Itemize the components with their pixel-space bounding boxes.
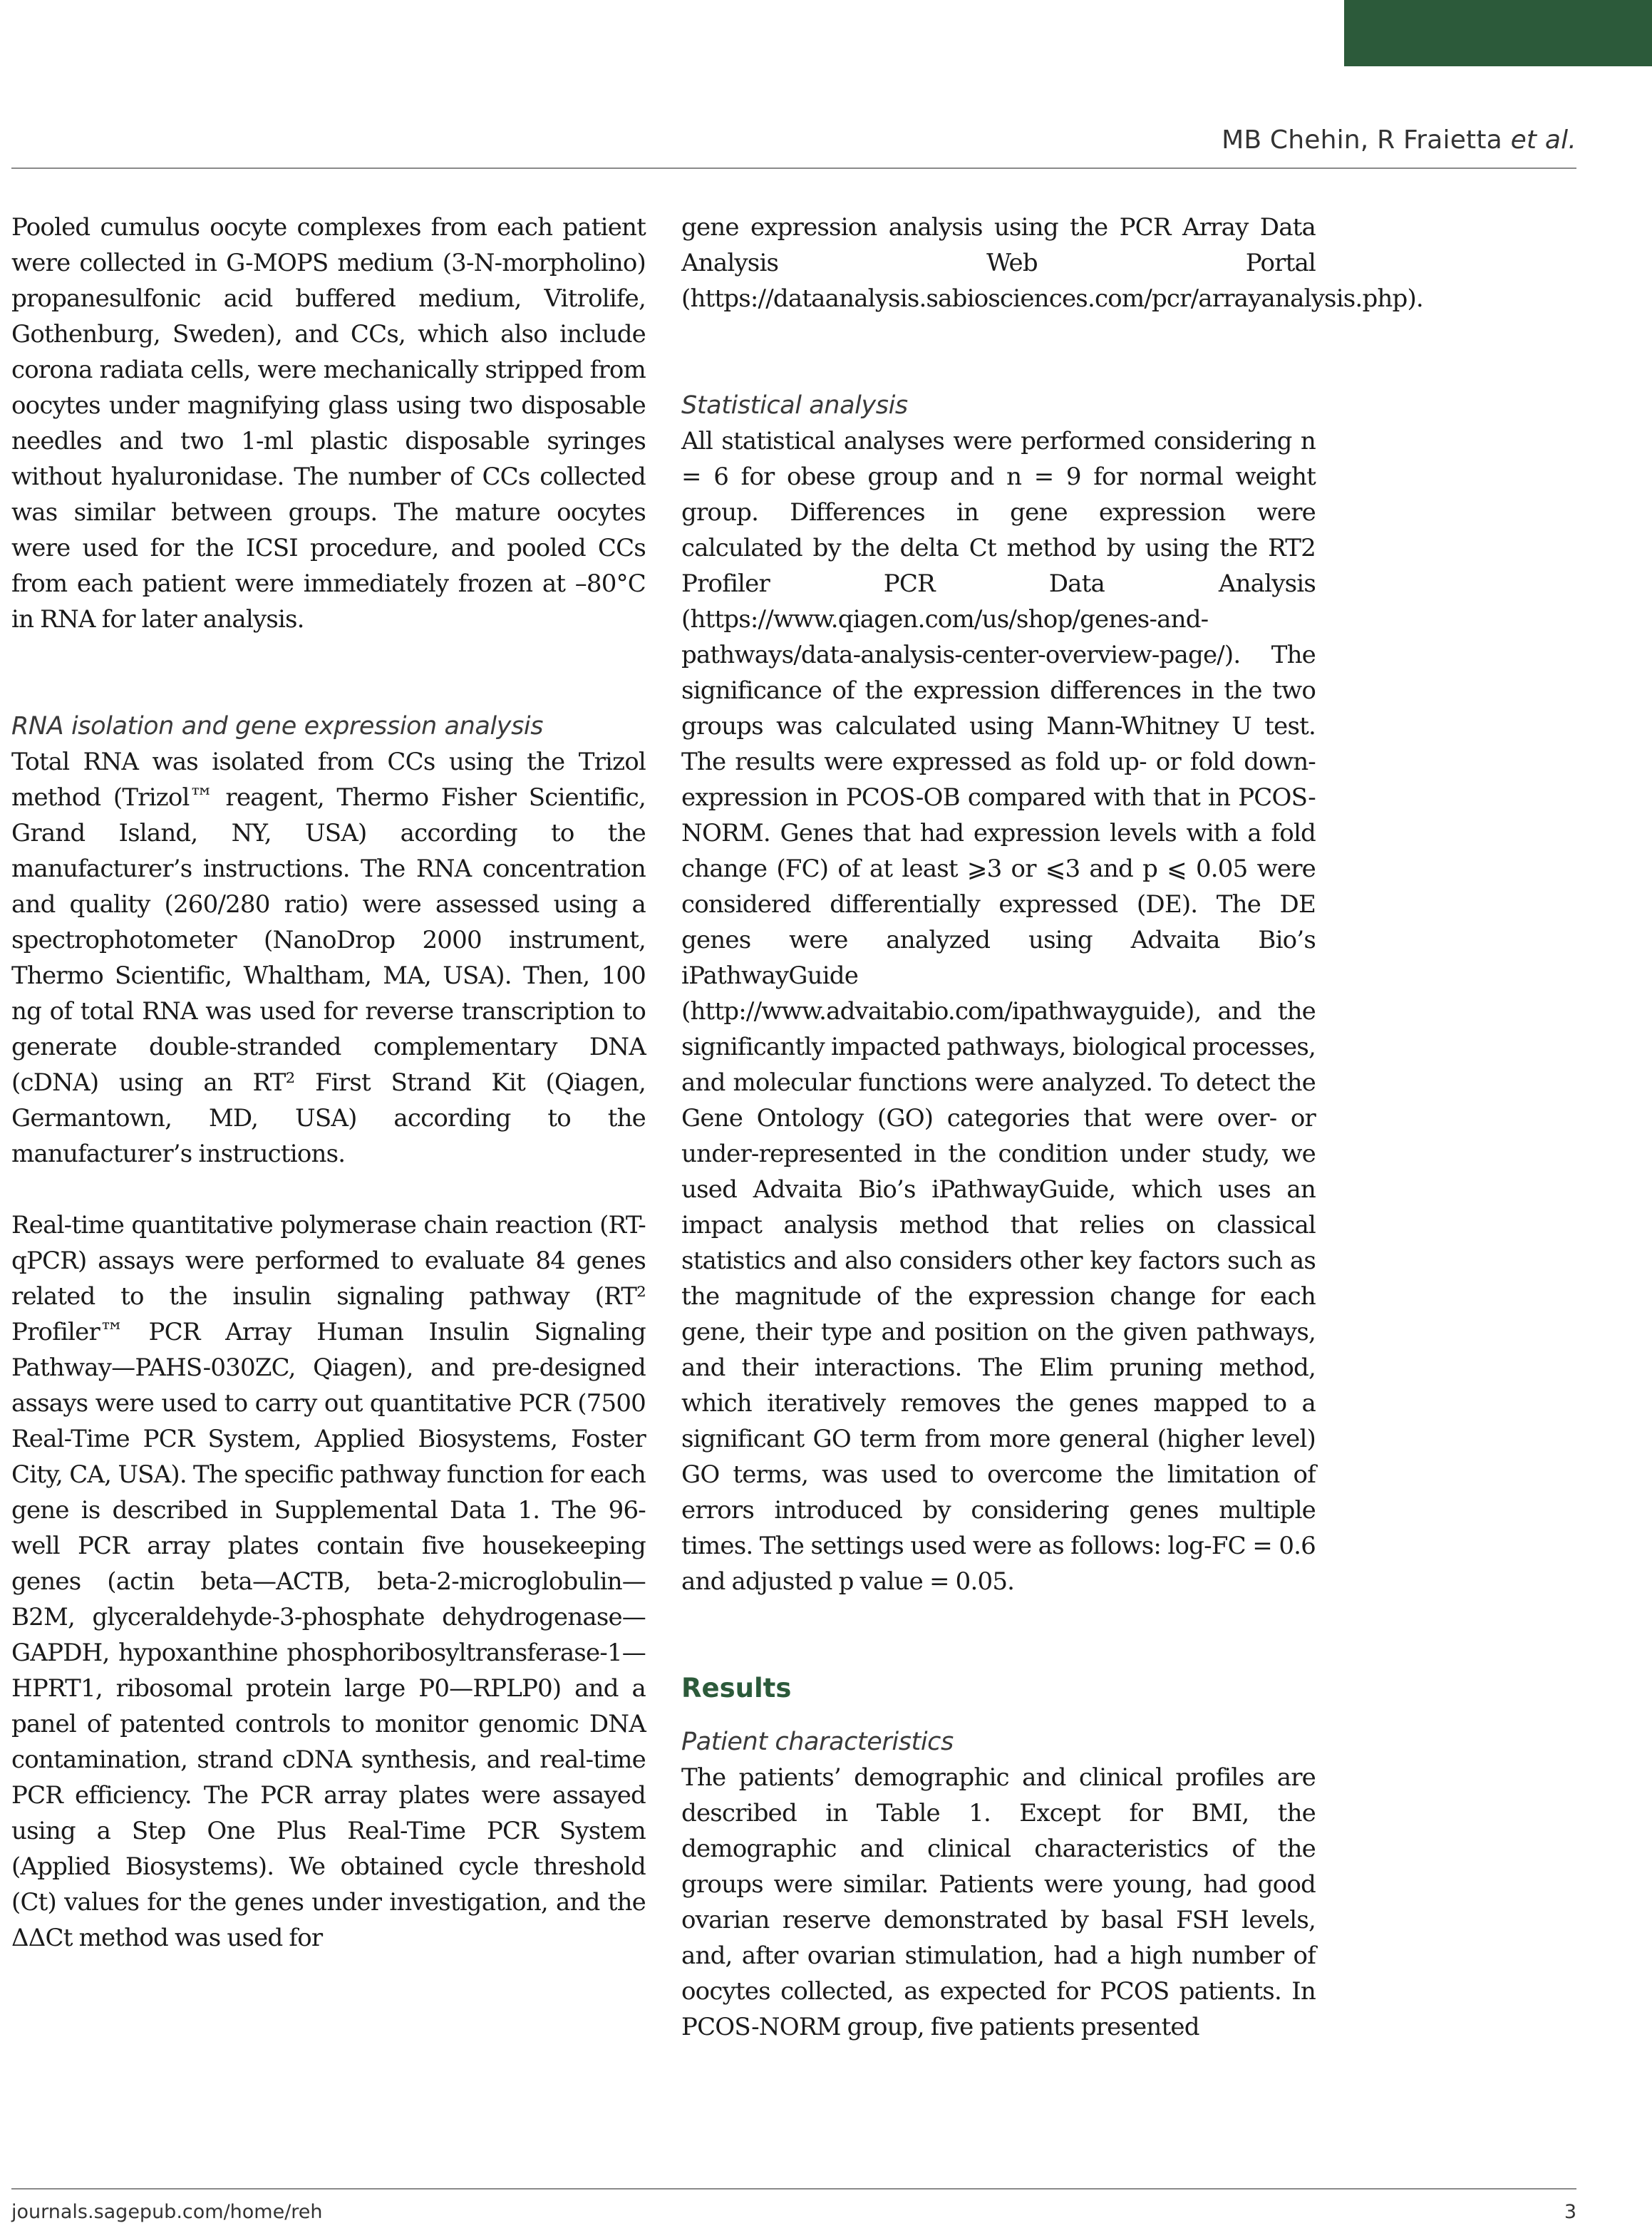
subheading-patient-characteristics: Patient characteristics — [681, 1728, 954, 1756]
right-column — [681, 210, 1423, 2045]
left-column — [11, 210, 646, 1956]
paragraph-cumulus-oocyte: Pooled cumulus oocyte complexes from each patient were collected in G-MOPS medium (3-N-morpholino) propanesulfonic acid buffered medium, Vitrolife, Gothenburg, Sweden), and CCs, which also include corona radiata cells, were mechanically stripped from oocytes under magnifying glass using two disposable needles and two 1-ml plastic disposable syringes without hyaluronidase. The number of CCs collected was similar between groups. The mature oocytes were used for the ICSI procedure, and pooled CCs from each patient were immediately frozen at –80°C in RNA for later analysis. — [11, 213, 646, 634]
footer-rule — [11, 2188, 1576, 2190]
footer-page-number: 3 — [1564, 2201, 1576, 2223]
running-head — [1222, 125, 1576, 155]
paragraph-rna-isolation: Total RNA was isolated from CCs using the Trizol method (Trizol™ reagent, Thermo Fisher Scientific, Grand Island, NY, USA) according to the manufacturer’s instructions. The RNA concentration and quality (260/280 ratio) were assessed using a spectrophotometer (NanoDrop 2000 instrument, Thermo Scientific, Whaltham, MA, USA). Then, 100 ng of total RNA was used for reverse transcription to generate double-stranded complementary DNA (cDNA) using an RT² First Strand Kit (Qiagen, Germantown, MD, USA) according to the manufacturer’s instructions. — [11, 748, 646, 1168]
journal-color-tab — [1344, 0, 1652, 66]
paragraph-rt-qpcr: Real-time quantitative polymerase chain reaction (RT-qPCR) assays were performed to evaluate 84 genes related to the insulin signaling pathway (RT² Profiler™ PCR Array Human Insulin Signaling Pathway—PAHS-030ZC, Qiagen), and pre-designed assays were used to carry out quantitative PCR (7500 Real-Time PCR System, Applied Biosystems, Foster City, CA, USA). The specific pathway function for each gene is described in Supplemental Data 1. The 96-well PCR array plates contain five housekeeping genes (actin beta—ACTB, beta-2-microglobulin—B2M, glyceraldehyde-3-phosphate dehydrogenase—GAPDH, hypoxanthine phosphoribosyltransferase-1—HPRT1, ribosomal protein large P0—RPLP0) and a panel of patented controls to monitor genomic DNA contamination, strand cDNA synthesis, and real-time PCR efficiency. The PCR array plates were assayed using a Step One Plus Real-Time PCR System (Applied Biosystems). We obtained cycle threshold (Ct) values for the genes under investigation, and the ΔΔCt method was used for — [11, 1211, 646, 1952]
paragraph-patient-characteristics: The patients’ demographic and clinical profiles are described in Table 1. Except for BMI, the demographic and clinical characteristics of the groups were similar. Patients were young, had good ovarian reserve demonstrated by basal FSH levels, and, after ovarian stimulation, had a high number of oocytes collected, as expected for PCOS patients. In PCOS-NORM group, five patients presented — [681, 1763, 1316, 2041]
running-head-authors: MB Chehin, R Fraietta — [1222, 125, 1511, 155]
running-head-etal: et al. — [1510, 125, 1576, 155]
paragraph-pcr-array-portal: gene expression analysis using the PCR Array Data Analysis Web Portal (https://dataanalysis.sabiosciences.com/pcr/arrayanalysis.php). — [681, 213, 1423, 313]
footer-journal-url: journals.sagepub.com/home/reh — [11, 2201, 323, 2223]
subheading-statistical-analysis: Statistical analysis — [681, 391, 908, 420]
paragraph-statistical-analysis: All statistical analyses were performed considering n = 6 for obese group and n = 9 for normal weight group. Differences in gene expression were calculated by the delta Ct method by using the RT2 Profiler PCR Data Analysis (https://www.qiagen.com/us/shop/genes-and-pathways/data-analysis-center-overview-page/). The significance of the expression differences in the two groups was calculated using Mann-Whitney U test. The results were expressed as fold up- or fold down-expression in PCOS-OB compared with that in PCOS-NORM. Genes that had expression levels with a fold change (FC) of at least ⩾3 or ⩽3 and p ⩽ 0.05 were considered differentially expressed (DE). The DE genes were analyzed using Advaita Bio’s iPathwayGuide (http://www.advaitabio.com/ipathwayguide), and the significantly impacted pathways, biological processes, and molecular functions were analyzed. To detect the Gene Ontology (GO) categories that were over- or under-represented in the condition under study, we used Advaita Bio’s iPathwayGuide, which uses an impact analysis method that relies on classical statistics and also considers other key factors such as the magnitude of the expression change for each gene, their type and position on the given pathways, and their interactions. The Elim pruning method, which iteratively removes the genes mapped to a significant GO term from more general (higher level) GO terms, was used to overcome the limitation of errors introduced by considering genes multiple times. The settings used were as follows: log-FC = 0.6 and adjusted p value = 0.05. — [681, 427, 1316, 1596]
section-heading-results: Results — [681, 1673, 792, 1703]
header-rule — [11, 167, 1576, 169]
subheading-rna-isolation: RNA isolation and gene expression analysis — [11, 712, 544, 741]
